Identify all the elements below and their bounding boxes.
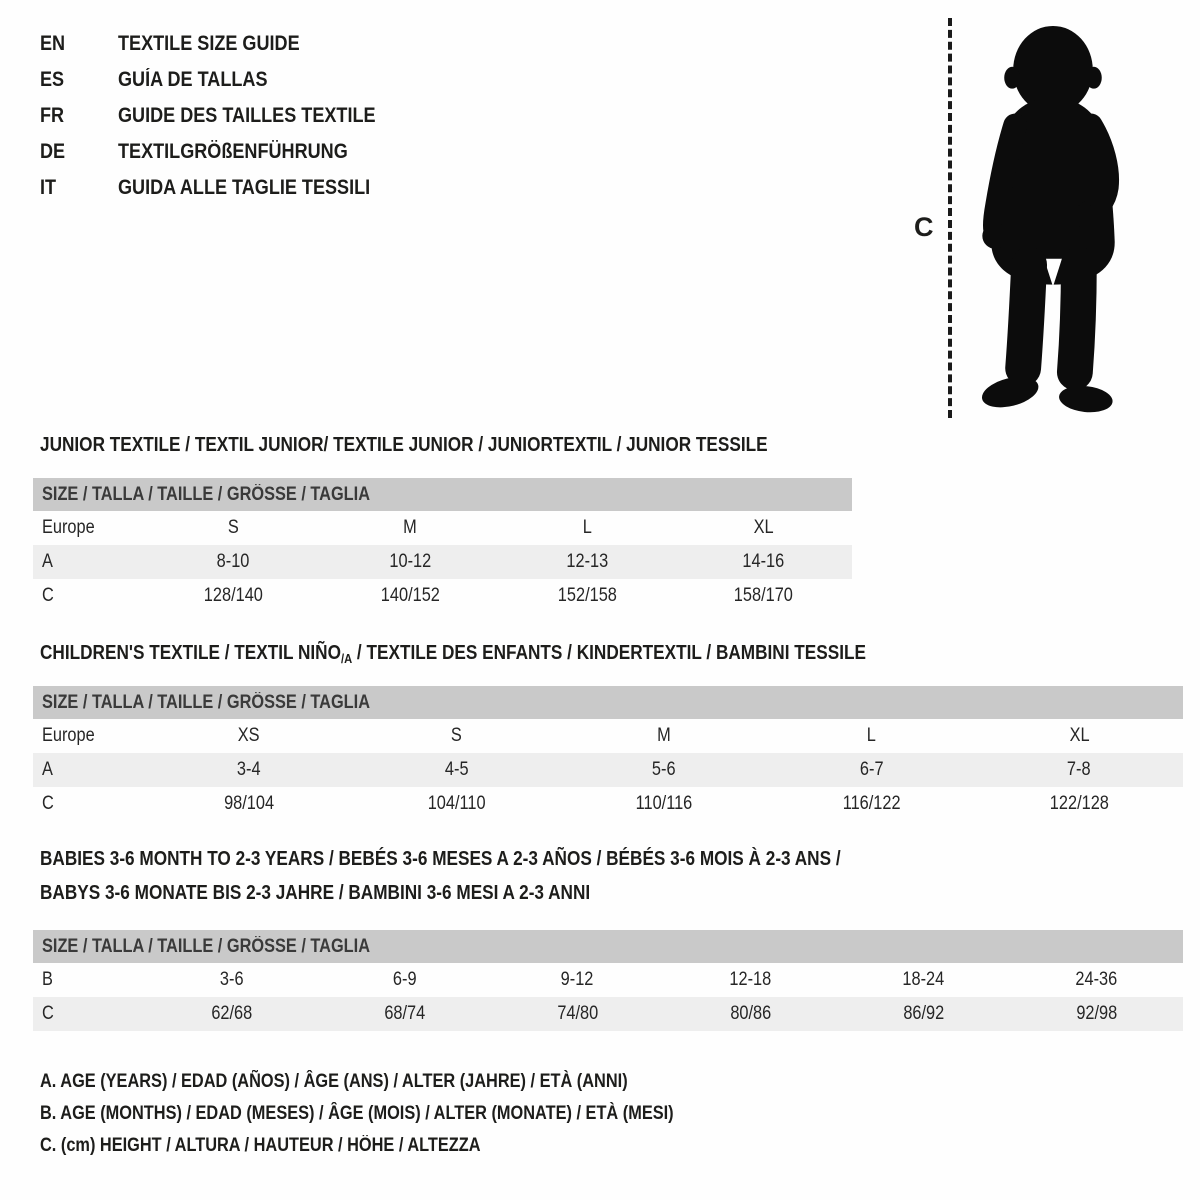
- language-code: ES: [40, 68, 65, 91]
- language-code: FR: [40, 104, 65, 127]
- value-cell: 10-12: [389, 551, 432, 572]
- value-cell: 80/86: [730, 1003, 771, 1024]
- value-cell: 128/140: [203, 585, 263, 606]
- table-row-months: [33, 963, 1183, 997]
- value-cell: 12-13: [565, 551, 608, 572]
- value-cell: 86/92: [903, 1003, 944, 1024]
- language-row-de: [40, 134, 417, 170]
- row-label: C: [42, 1003, 54, 1024]
- language-label: GUIDA ALLE TAGLIE TESSILI: [118, 176, 371, 199]
- table-header-bar: [33, 478, 852, 511]
- value-cell: 152/158: [557, 585, 617, 606]
- dashed-measure-line-icon: [948, 18, 952, 418]
- size-cell: M: [657, 725, 671, 746]
- value-cell: 6-7: [859, 759, 884, 780]
- language-row-it: [40, 170, 417, 206]
- value-cell: 68/74: [384, 1003, 425, 1024]
- size-header-label: SIZE / TALLA / TAILLE / GRÖSSE / TAGLIA: [42, 691, 371, 713]
- row-label: A: [42, 759, 53, 780]
- size-cell: S: [227, 517, 239, 538]
- value-cell: 110/116: [635, 793, 693, 814]
- value-cell: 158/170: [734, 585, 794, 606]
- size-header-label: SIZE / TALLA / TAILLE / GRÖSSE / TAGLIA: [42, 935, 371, 957]
- value-cell: 140/152: [380, 585, 440, 606]
- row-label: C: [42, 793, 54, 814]
- value-cell: 7-8: [1067, 759, 1091, 780]
- row-label: C: [42, 585, 54, 606]
- language-row-fr: [40, 98, 417, 134]
- language-row-en: [40, 26, 417, 62]
- value-cell: 5-6: [652, 759, 676, 780]
- size-cell: L: [582, 517, 592, 538]
- legend-line-c: C. (cm) HEIGHT / ALTURA / HAUTEUR / HÖHE / ALTEZZA: [40, 1135, 481, 1156]
- table-row-age: [33, 753, 1183, 787]
- height-figure: [900, 14, 1160, 426]
- table-row-height: [33, 579, 852, 613]
- language-header: [40, 26, 417, 206]
- value-cell: 12-18: [729, 969, 772, 990]
- value-cell: 18-24: [902, 969, 945, 990]
- size-cell: XL: [753, 517, 774, 538]
- junior-size-table: [33, 478, 852, 613]
- junior-section-title: JUNIOR TEXTILE / TEXTIL JUNIOR/ TEXTILE JUNIOR / JUNIORTEXTIL / JUNIOR TESSILE: [40, 434, 768, 456]
- row-label: B: [42, 969, 53, 990]
- language-code: IT: [40, 176, 57, 199]
- babies-section-title-line1: BABIES 3-6 MONTH TO 2-3 YEARS / BEBÉS 3-6 MESES A 2-3 AÑOS / BÉBÉS 3-6 MOIS À 2-3 ANS /: [40, 848, 841, 870]
- table-header-bar: [33, 930, 1183, 963]
- table-row-age: [33, 545, 852, 579]
- value-cell: 4-5: [444, 759, 469, 780]
- row-label: A: [42, 551, 53, 572]
- size-cell: S: [450, 725, 462, 746]
- value-cell: 3-6: [219, 969, 244, 990]
- language-code: EN: [40, 32, 66, 55]
- value-cell: 8-10: [217, 551, 250, 572]
- nino-a-subscript: /A: [340, 651, 353, 666]
- value-cell: 74/80: [557, 1003, 598, 1024]
- row-label: Europe: [42, 517, 95, 538]
- value-cell: 24-36: [1075, 969, 1118, 990]
- language-label: GUÍA DE TALLAS: [118, 68, 268, 91]
- value-cell: 122/128: [1049, 793, 1109, 814]
- value-cell: 116/122: [842, 793, 901, 814]
- value-cell: 62/68: [211, 1003, 252, 1024]
- size-header-label: SIZE / TALLA / TAILLE / GRÖSSE / TAGLIA: [42, 483, 371, 505]
- value-cell: 3-4: [236, 759, 261, 780]
- measure-c-label: C: [914, 212, 934, 242]
- language-label: GUIDE DES TAILLES TEXTILE: [118, 104, 376, 127]
- language-row-es: [40, 62, 417, 98]
- language-code: DE: [40, 140, 66, 163]
- table-row-height: [33, 997, 1183, 1031]
- value-cell: 9-12: [561, 969, 594, 990]
- legend-line-b: B. AGE (MONTHS) / EDAD (MESES) / ÂGE (MOIS) / ALTER (MONATE) / ETÀ (MESI): [40, 1103, 674, 1124]
- table-header-bar: [33, 686, 1183, 719]
- size-cell: M: [403, 517, 417, 538]
- value-cell: 98/104: [223, 793, 274, 814]
- language-label: TEXTILE SIZE GUIDE: [118, 32, 300, 55]
- legend-line-a: A. AGE (YEARS) / EDAD (AÑOS) / ÂGE (ANS) / ALTER (JAHRE) / ETÀ (ANNI): [40, 1071, 628, 1092]
- legend: [40, 1066, 777, 1162]
- children-section-title: CHILDREN'S TEXTILE / TEXTIL $NIÑO_{/A}$ / TEXTILE DES ENFANTS / KINDERTEXTIL / BAMBINI TESSILE: [40, 642, 866, 666]
- size-cell: XS: [237, 725, 260, 746]
- language-label: TEXTILGRÖßENFÜHRUNG: [118, 140, 348, 163]
- size-cell: L: [867, 725, 877, 746]
- table-row-height: [33, 787, 1183, 821]
- row-label: Europe: [42, 725, 95, 746]
- children-size-table: [33, 686, 1183, 821]
- value-cell: 6-9: [392, 969, 417, 990]
- value-cell: 92/98: [1076, 1003, 1117, 1024]
- table-row-sizes: [33, 719, 1183, 753]
- size-cell: XL: [1069, 725, 1090, 746]
- value-cell: 104/110: [427, 793, 486, 814]
- babies-section-title-line2: BABYS 3-6 MONATE BIS 2-3 JAHRE / BAMBINI 3-6 MESI A 2-3 ANNI: [40, 882, 591, 904]
- value-cell: 14-16: [742, 551, 785, 572]
- table-row-sizes: [33, 511, 852, 545]
- babies-size-table: [33, 930, 1183, 1031]
- toddler-silhouette-icon: [962, 20, 1138, 418]
